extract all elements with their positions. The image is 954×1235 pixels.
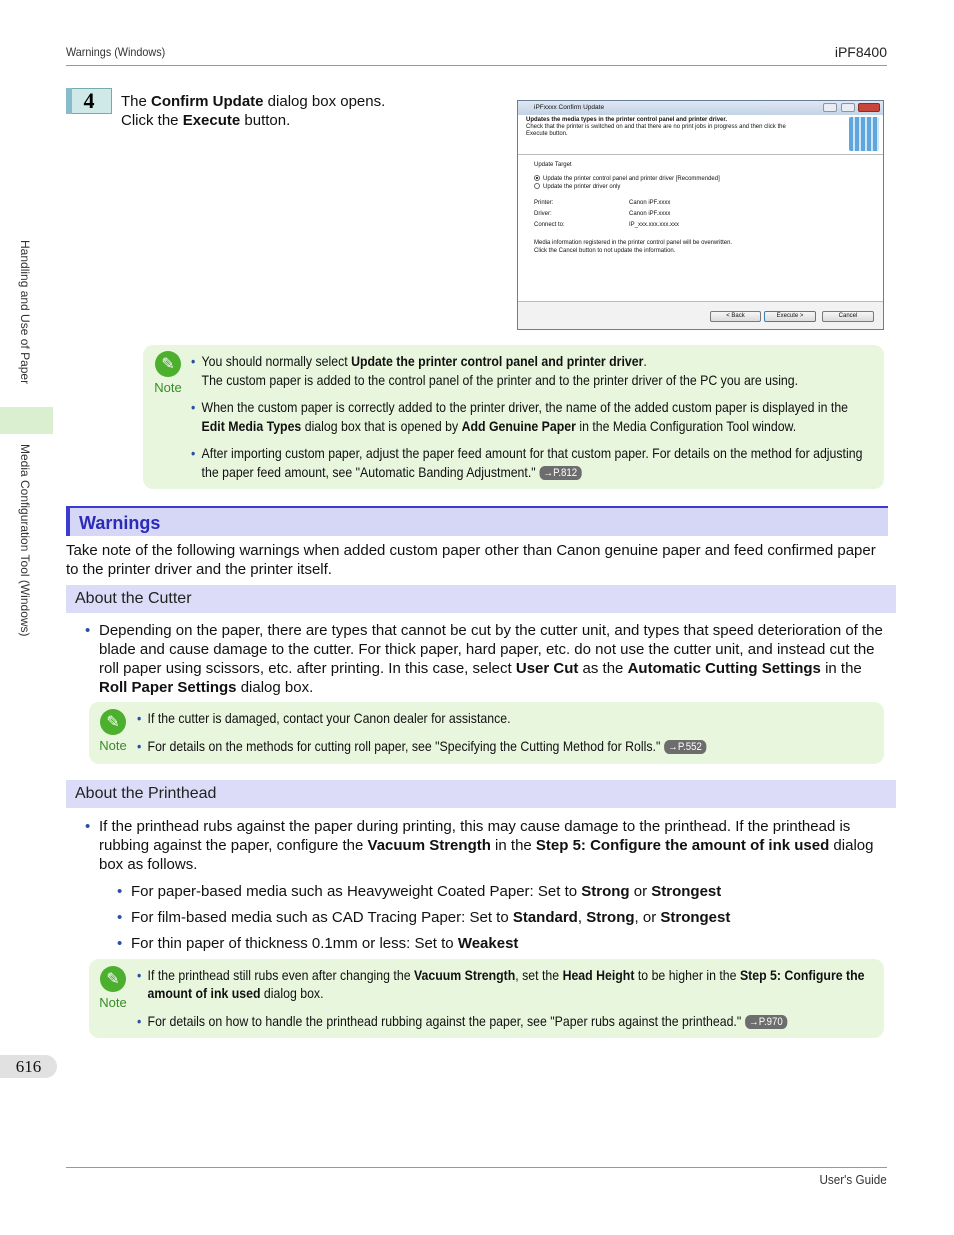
step-number-badge: 4 [66,88,112,114]
note-box-import [143,345,884,489]
radio-empty-icon [534,183,540,189]
note-pencil-icon [100,709,126,735]
printhead-sub-bullet: • For thin paper of thickness 0.1mm or less: Set to Weakest [117,934,877,953]
printhead-bullet: • If the printhead rubs against the paper during printing, this may cause damage to the printhead. If the printhead is rubbing against the paper, configure the Vacuum Strength in the Step 5: Configure the amount of ink used dialog box as follows. [85,817,885,874]
dialog-description: Updates the media types in the printer control panel and printer driver. Check that the printer is switched on and that there are no print jobs in progress and then click the Execute button. [518,115,883,155]
footer-guide-label: User's Guide [819,1172,887,1187]
note-pencil-icon [100,966,126,992]
subheading-cutter: About the Cutter [66,585,896,613]
dialog-info-line: Click the Cancel button to not update the information. [534,248,676,254]
warnings-intro: Take note of the following warnings when added custom paper other than Canon genuine paper and feed confirmed paper to the printer driver and the printer itself. [66,542,876,578]
page-reference-link[interactable]: →P.970 [745,1015,788,1029]
page-number: 616 [0,1055,57,1078]
note-item: • For details on the methods for cutting roll paper, see "Specifying the Cutting Method for Rolls." →P.552 [137,737,873,756]
note-item: • You should normally select Update the printer control panel and printer driver. The custom paper is added to the control panel of the printer and to the printer driver of the PC you are using. [191,352,867,390]
dialog-info-line: Media information registered in the printer control panel will be overwritten. [534,240,733,246]
side-section-label: Media Configuration Tool (Windows) [18,444,32,637]
note-item: • After importing custom paper, adjust the paper feed amount for that custom paper. For details on the method for adjusting the paper feed amount, see "Automatic Banding Adjustment." →P.812 [191,444,867,482]
note-pencil-icon [155,351,181,377]
side-chapter-label: Handling and Use of Paper [18,240,32,385]
dialog-title-bar: iPFxxxx Confirm Update [518,101,883,115]
step-instructions: The Confirm Update dialog box opens. Click the Execute button. [121,93,386,129]
radio-selected-icon [534,175,540,181]
subheading-printhead: About the Printhead [66,780,896,808]
printer-row: Printer: Canon iPF.xxxx [534,200,671,206]
note-item: • When the custom paper is correctly added to the printer driver, the name of the added custom paper is displayed in the Edit Media Types dialog box that is opened by Add Genuine Paper in the Media Configuration Tool window. [191,398,867,436]
back-button[interactable]: < Back [710,311,761,322]
header-divider [66,65,887,66]
note-item: • If the printhead still rubs even after changing the Vacuum Strength, set the Head Height to be higher in the Step 5: Configure the amount of ink used dialog box. [137,966,873,1002]
note-label: Note [99,995,127,1010]
confirm-update-dialog [517,100,884,330]
note-item: • If the cutter is damaged, contact your Canon dealer for assistance. [137,709,873,728]
close-icon[interactable] [858,103,880,112]
maximize-icon[interactable] [841,103,855,112]
note-box-printhead [89,959,884,1038]
note-box-cutter [89,702,884,764]
running-header-model: iPF8400 [834,44,887,60]
update-target-label: Update Target [534,162,572,168]
option-update-both[interactable]: Update the printer control panel and printer driver [Recommended] [534,175,867,183]
page-reference-link[interactable]: →P.812 [539,466,582,480]
cancel-button[interactable]: Cancel [822,311,874,322]
side-chapter-tab [0,407,53,434]
running-header-section: Warnings (Windows) [66,45,166,59]
option-update-driver-only[interactable]: Update the printer driver only [534,183,867,191]
note-label: Note [99,738,127,753]
footer-divider [66,1167,887,1168]
printhead-sub-bullet: • For film-based media such as CAD Tracing Paper: Set to Standard, Strong, or Strongest [117,908,877,927]
printer-media-icon [849,117,879,151]
execute-button[interactable]: Execute > [764,311,816,322]
page-reference-link[interactable]: →P.552 [664,740,707,754]
note-label: Note [154,380,182,395]
connect-row: Connect to: IP_xxx.xxx.xxx.xxx [534,222,680,228]
driver-row: Driver: Canon iPF.xxxx [534,211,671,217]
minimize-icon[interactable] [823,103,837,112]
note-item: • For details on how to handle the printhead rubbing against the paper, see "Paper rubs against the printhead." →P.970 [137,1012,873,1030]
cutter-bullet: • Depending on the paper, there are types that cannot be cut by the cutter unit, and types that speed deterioration of the blade and cause damage to the cutter. For thick paper, hard paper, etc. do not use the cutter unit, and instead cut the roll paper using scissors, etc. after printing. In this case, select User Cut as the Automatic Cutting Settings in the Roll Paper Settings dialog box. [85,621,885,697]
section-heading-warnings: Warnings [66,506,888,536]
dialog-button-bar [518,301,883,329]
printhead-sub-bullet: • For paper-based media such as Heavyweight Coated Paper: Set to Strong or Strongest [117,882,877,901]
